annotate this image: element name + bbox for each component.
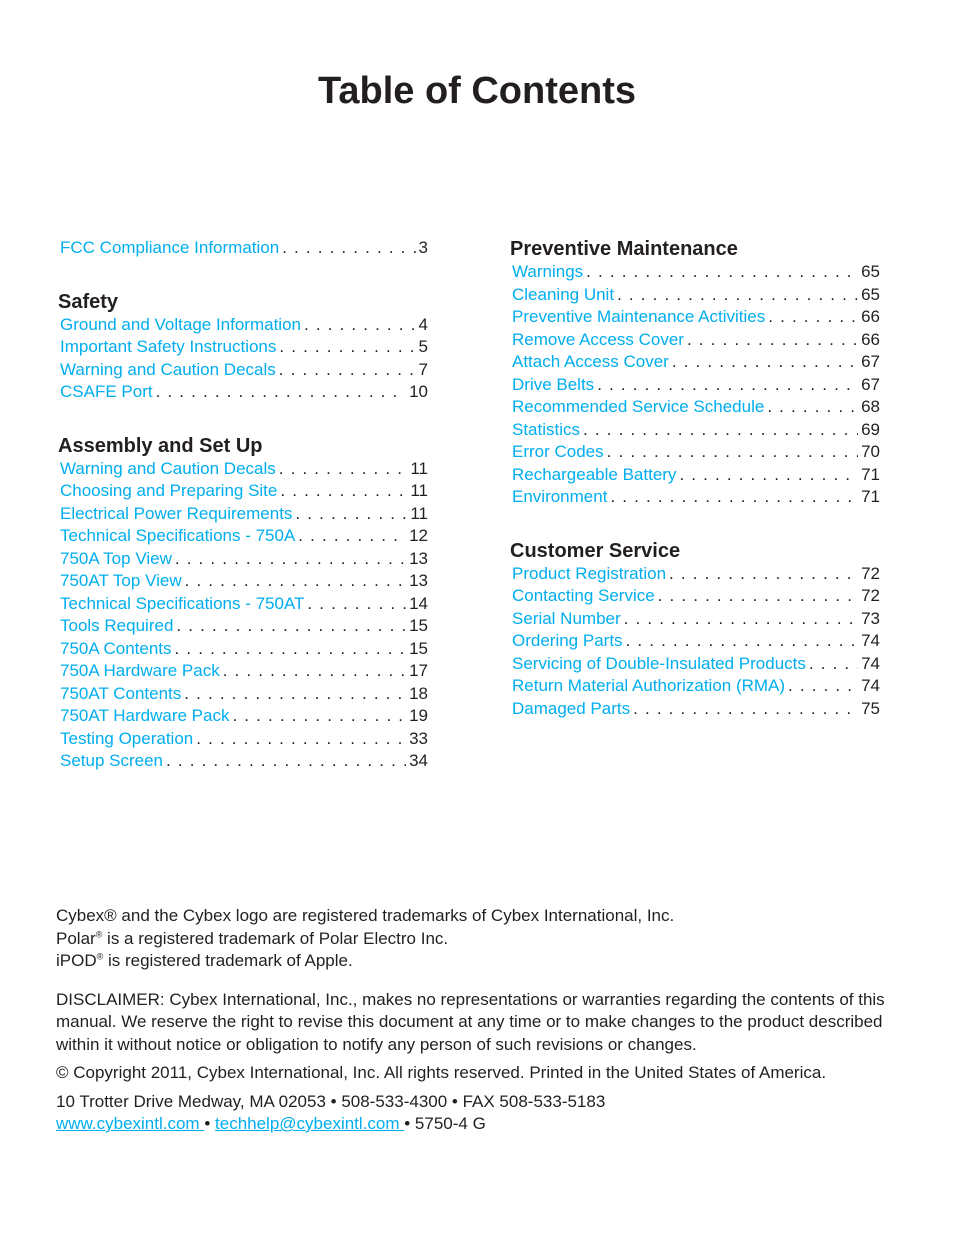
dot-leader [604, 441, 858, 464]
toc-entry-page: 74 [861, 676, 880, 695]
legal-footer [56, 905, 886, 1136]
toc-entry-page: 66 [861, 329, 880, 349]
toc-entry-page: 19 [409, 706, 428, 725]
toc-section-safety [58, 290, 428, 404]
website-link[interactable]: www.cybexintl.com [56, 1114, 205, 1133]
dot-leader [172, 638, 407, 661]
dot-leader [220, 660, 406, 683]
toc-section-assembly [58, 434, 428, 773]
address: 10 Trotter Drive Medway, MA 02053 • 508-533-4300 • FAX 508-533-5183 [56, 1091, 606, 1111]
toc-entry-page: 7 [418, 359, 428, 379]
toc-entry[interactable] [58, 458, 428, 481]
toc-right-column [510, 237, 880, 720]
toc-entry-label[interactable]: Rechargeable Battery [512, 464, 677, 484]
toc-entry-label[interactable]: Recommended Service Schedule [512, 397, 765, 416]
toc-entry-label[interactable]: 750A Top View [60, 548, 172, 568]
toc-entry[interactable] [58, 570, 428, 593]
dot-leader [301, 314, 416, 337]
toc-entry-page: 73 [861, 608, 880, 628]
dot-leader [295, 525, 406, 548]
toc-entry-label[interactable]: Serial Number [512, 608, 621, 628]
toc-entry[interactable] [58, 548, 428, 571]
document-number: • 5750-4 G [404, 1114, 486, 1133]
toc-entry-label[interactable]: Cleaning Unit [512, 284, 615, 304]
dot-leader [666, 563, 858, 586]
toc-entry-page: 71 [861, 464, 880, 484]
section-title: Preventive Maintenance [510, 238, 738, 260]
dot-leader [669, 351, 858, 374]
toc-entry[interactable] [58, 615, 428, 638]
toc-entry-label[interactable]: Technical Specifications - 750A [60, 526, 296, 545]
toc-entry-page: 3 [418, 238, 428, 257]
disclaimer: DISCLAIMER: Cybex International, Inc., makes no representations or warranties regarding the contents of this manual. We reserve the right to revise this document at any time or to make changes to the product described within it without notice or obligation to notify any person of such revisions or changes. [56, 989, 885, 1054]
toc-entry-page: 33 [409, 728, 428, 748]
dot-leader [163, 750, 406, 773]
dot-leader [229, 705, 406, 728]
dot-leader [153, 381, 406, 404]
dot-leader [276, 458, 408, 481]
toc-entry[interactable] [510, 464, 880, 487]
toc-entry[interactable] [510, 630, 880, 653]
toc-entry-label[interactable]: Warning and Caution Decals [60, 458, 276, 478]
toc-entry-label[interactable]: 750AT Contents [60, 683, 182, 703]
toc-entry[interactable] [510, 608, 880, 631]
toc-entry-label[interactable]: Attach Access Cover [512, 352, 669, 371]
dot-leader [623, 630, 859, 653]
dot-leader [583, 261, 858, 284]
toc-entry[interactable] [58, 314, 428, 337]
toc-entry[interactable] [58, 480, 428, 503]
contact-line [56, 1113, 886, 1136]
toc-entry-label[interactable]: Return Material Authorization (RMA) [512, 676, 786, 695]
dot-leader [193, 728, 406, 751]
toc-entry-page: 11 [410, 458, 428, 478]
dot-leader [279, 237, 415, 260]
toc-entry-page: 4 [418, 314, 428, 334]
toc-entry[interactable] [58, 728, 428, 751]
toc-entry-label[interactable]: Technical Specifications - 750AT [60, 593, 305, 613]
toc-entry[interactable] [58, 503, 428, 526]
toc-entry-label[interactable]: 750A Contents [60, 638, 172, 658]
dot-leader [580, 419, 858, 442]
toc-entry-label[interactable]: Remove Access Cover [512, 329, 684, 349]
toc-entry-page: 15 [409, 616, 428, 635]
toc-entry-label[interactable]: Tools Required [60, 616, 174, 635]
dot-leader [173, 615, 406, 638]
section-title: Assembly and Set Up [58, 434, 263, 457]
toc-entry-page: 66 [861, 307, 880, 326]
toc-entry-page: 71 [861, 487, 880, 506]
toc-entry-page: 14 [409, 593, 428, 613]
dot-leader [276, 336, 415, 359]
toc-entry[interactable] [510, 486, 880, 509]
toc-entry-label[interactable]: 750AT Top View [60, 571, 182, 590]
toc-entry-page: 11 [410, 503, 428, 523]
toc-entry[interactable] [510, 698, 880, 721]
toc-entry-label[interactable]: Setup Screen [60, 751, 164, 770]
toc-entry[interactable] [510, 653, 880, 676]
copyright: © Copyright 2011, Cybex International, Inc. All rights reserved. Printed in the United States of America. [56, 1063, 827, 1082]
toc-entry[interactable] [510, 329, 880, 352]
toc-entry-label[interactable]: Servicing of Double-Insulated Products [512, 653, 806, 673]
toc-entry-label[interactable]: Choosing and Preparing Site [60, 481, 278, 500]
dot-leader [630, 698, 858, 721]
dot-leader [276, 359, 416, 382]
toc-entry-label[interactable]: Damaged Parts [512, 698, 631, 718]
toc-entry[interactable] [510, 374, 880, 397]
toc-entry[interactable] [510, 351, 880, 374]
toc-entry-page: 13 [409, 548, 428, 568]
separator: • [204, 1114, 216, 1133]
dot-leader [785, 675, 858, 698]
toc-entry-label[interactable]: Ground and Voltage Information [60, 314, 301, 334]
toc-entry-label[interactable]: Drive Belts [512, 374, 595, 394]
toc-entry[interactable] [58, 336, 428, 359]
toc-entry-page: 74 [861, 653, 880, 673]
toc-entry-page: 75 [861, 698, 880, 718]
trademark-cybex: Cybex® and the Cybex logo are registered trademarks of Cybex International, Inc. [56, 906, 675, 925]
dot-leader [621, 608, 858, 631]
toc-entry-page: 5 [418, 337, 428, 356]
toc-entry-page: 11 [410, 481, 428, 500]
toc-entry-page: 17 [409, 661, 428, 680]
toc-entry-fcc[interactable] [58, 237, 428, 260]
toc-entry[interactable] [510, 396, 880, 419]
email-link[interactable]: techhelp@cybexintl.com [215, 1114, 405, 1133]
toc-entry[interactable] [58, 381, 428, 404]
dot-leader [676, 464, 858, 487]
toc-entry[interactable] [510, 306, 880, 329]
toc-entry-label[interactable]: Warnings [512, 262, 584, 281]
toc-section-preventive-maintenance [510, 237, 880, 509]
toc-entry-page: 12 [409, 526, 428, 545]
dot-leader [172, 548, 406, 571]
toc-entry-page: 69 [861, 419, 880, 439]
dot-leader [182, 570, 406, 593]
toc-entry-label[interactable]: Error Codes [512, 442, 604, 461]
toc-entry[interactable] [58, 359, 428, 382]
toc-entry-page: 65 [861, 262, 880, 281]
toc-entry[interactable] [58, 660, 428, 683]
toc-entry-label[interactable]: Preventive Maintenance Activities [512, 307, 766, 326]
toc-entry-page: 68 [861, 397, 880, 416]
dot-leader [181, 683, 406, 706]
toc-entry-label[interactable]: Contacting Service [512, 586, 655, 605]
toc-entry-page: 67 [861, 374, 880, 394]
toc-entry-label[interactable]: Electrical Power Requirements [60, 503, 293, 523]
dot-leader [765, 306, 858, 329]
dot-leader [614, 284, 858, 307]
toc-entry[interactable] [510, 441, 880, 464]
dot-leader [607, 486, 858, 509]
toc-entry[interactable] [510, 261, 880, 284]
toc-entry-label[interactable]: Ordering Parts [512, 631, 623, 650]
toc-entry-label[interactable]: FCC Compliance Information [60, 238, 280, 257]
page-title: Table of Contents [317, 70, 637, 112]
toc-entry[interactable] [510, 419, 880, 442]
section-title: Safety [58, 290, 119, 313]
toc-entry[interactable] [510, 284, 880, 307]
trademark-polar: Polar® is a registered trademark of Polar Electro Inc. [56, 928, 449, 948]
dot-leader [655, 585, 858, 608]
dot-leader [304, 593, 406, 616]
toc-entry-page: 13 [409, 571, 428, 590]
dot-leader [594, 374, 858, 397]
dot-leader [277, 480, 407, 503]
toc-entry-page: 10 [409, 382, 428, 401]
toc-entry-page: 15 [409, 638, 428, 658]
trademark-ipod: iPOD® is registered trademark of Apple. [56, 951, 353, 970]
toc-entry-label[interactable]: 750AT Hardware Pack [60, 706, 230, 725]
toc-section-customer-service [510, 539, 880, 721]
toc-entry-page: 18 [409, 683, 428, 703]
toc-entry-label[interactable]: Important Safety Instructions [60, 337, 277, 356]
toc-entry[interactable] [58, 638, 428, 661]
toc-entry-page: 72 [861, 586, 880, 605]
dot-leader [684, 329, 858, 352]
toc-entry-label[interactable]: Statistics [512, 419, 581, 439]
toc-entry-label[interactable]: CSAFE Port [60, 382, 153, 401]
toc-left-column [58, 237, 428, 773]
toc-entry[interactable] [510, 585, 880, 608]
toc-entry-label[interactable]: Environment [512, 487, 608, 506]
toc-entry-label[interactable]: Product Registration [512, 563, 667, 583]
toc-entry-page: 74 [861, 631, 880, 650]
toc-entry[interactable] [58, 750, 428, 773]
dot-leader [806, 653, 858, 676]
toc-entry-label[interactable]: Warning and Caution Decals [60, 359, 276, 379]
toc-entry[interactable] [58, 525, 428, 548]
toc-entry[interactable] [510, 563, 880, 586]
toc-entry-label[interactable]: 750A Hardware Pack [60, 661, 220, 680]
toc-entry[interactable] [58, 593, 428, 616]
toc-entry-page: 72 [861, 563, 880, 583]
toc-entry-page: 70 [861, 442, 880, 461]
toc-entry-page: 67 [861, 352, 880, 371]
toc-entry[interactable] [58, 705, 428, 728]
toc-entry[interactable] [510, 675, 880, 698]
dot-leader [292, 503, 407, 526]
toc-entry-label[interactable]: Testing Operation [60, 728, 194, 748]
toc-entry[interactable] [58, 683, 428, 706]
section-title: Customer Service [510, 539, 681, 562]
toc-entry-page: 65 [861, 284, 880, 304]
toc-entry-page: 34 [409, 751, 428, 770]
dot-leader [764, 396, 858, 419]
